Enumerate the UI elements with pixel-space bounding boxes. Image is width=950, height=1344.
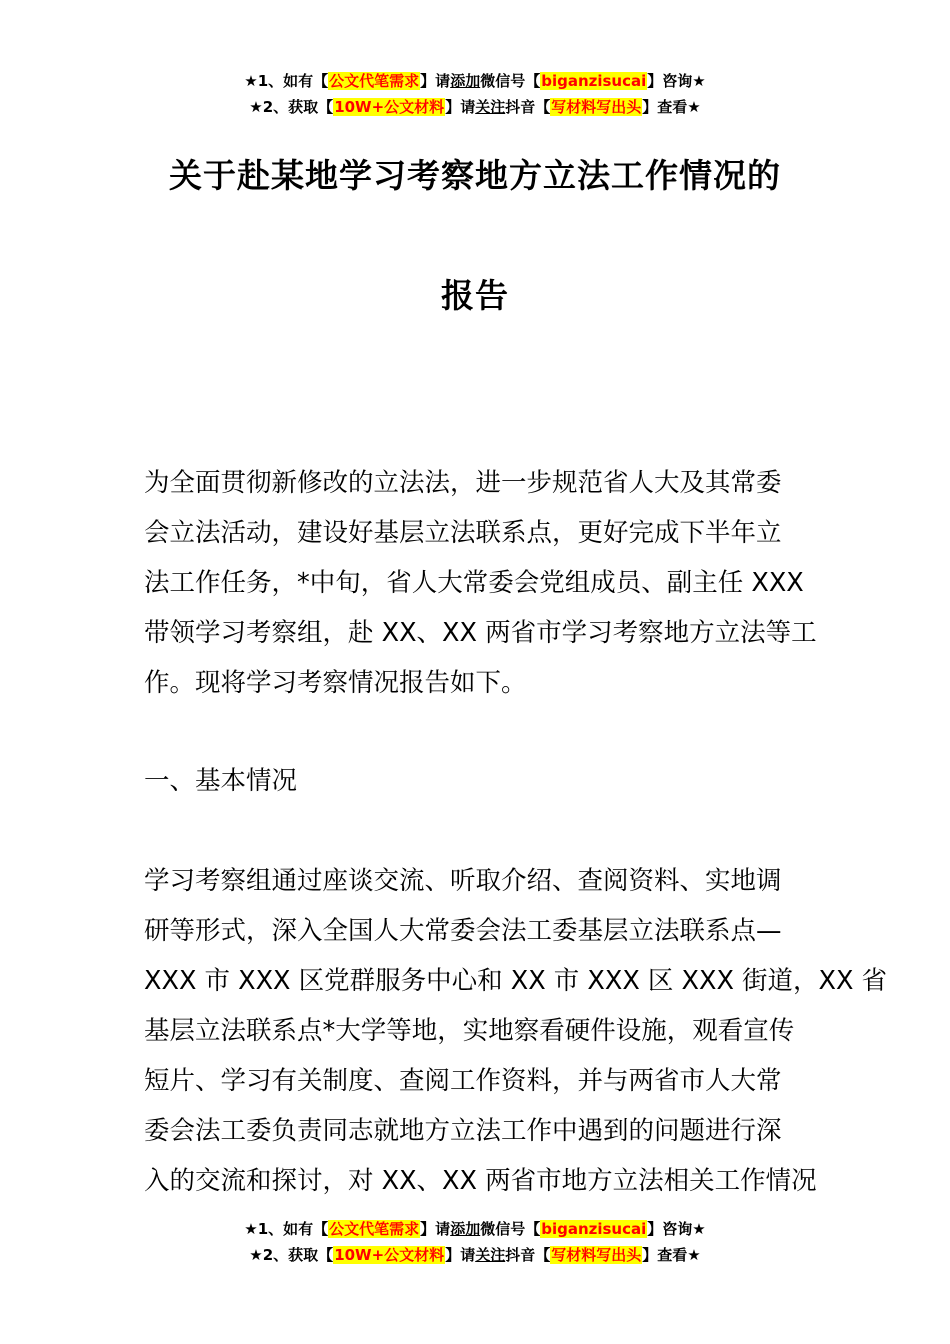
banner-text: 】查看★ [642,1246,701,1264]
banner-line-1 [0,68,950,94]
banner-douyin-id: 写材料写出头 [551,1246,642,1264]
paragraph-line: 学习考察组通过座谈交流、听取介绍、查阅资料、实地调 [144,866,782,896]
banner-text: 】请 [445,1246,476,1264]
paragraph-line: 会立法活动，建设好基层立法联系点，更好完成下半年立 [144,518,782,548]
banner-text: ★1、如有【 [244,1220,329,1238]
banner-text: ★1、如有【 [244,72,329,90]
banner-line-2 [0,1242,950,1268]
banner-line-1 [0,1216,950,1242]
banner-wechat-id: biganzisucai [541,72,647,90]
paragraph-line: 法工作任务，*中旬，省人大常委会党组成员、副主任 XXX [144,568,804,598]
banner-text: ★2、获取【 [249,1246,334,1264]
banner-underline: 添加 [450,72,481,90]
banner-douyin-id: 写材料写出头 [551,98,642,116]
paragraph-line: 作。现将学习考察情况报告如下。 [144,668,527,698]
paragraph-line: XXX 市 XXX 区党群服务中心和 XX 市 XXX 区 XXX 街道，XX 省 [144,966,888,996]
document-title-line-2: 报告 [441,276,509,315]
banner-underline: 关注 [475,98,506,116]
banner-text: 抖音【 [505,1246,551,1264]
banner-text: 】请 [420,72,451,90]
banner-wechat-id: biganzisucai [541,1220,647,1238]
paragraph-line: 为全面贯彻新修改的立法法，进一步规范省人大及其常委 [144,468,782,498]
banner-text: 抖音【 [505,98,551,116]
banner-text: ★2、获取【 [249,98,334,116]
section-heading-text: 一、基本情况 [144,766,298,796]
banner-text: 微信号【 [480,1220,541,1238]
banner-highlight: 10W+公文材料 [334,1246,445,1264]
paragraph-line: 短片、学习有关制度、查阅工作资料，并与两省市人大常 [144,1066,782,1096]
banner-text: 】请 [420,1220,451,1238]
basic-situation-paragraph [144,856,888,1206]
banner-underline: 添加 [450,1220,481,1238]
section-heading-basic-situation [144,756,809,806]
banner-line-2 [0,94,950,120]
banner-highlight: 10W+公文材料 [334,98,445,116]
intro-paragraph [144,458,817,708]
header-banner [0,68,950,120]
banner-text: 】查看★ [642,98,701,116]
banner-text: 微信号【 [480,72,541,90]
banner-text: 】咨询★ [647,72,706,90]
banner-highlight: 公文代笔需求 [329,1220,420,1238]
banner-text: 】请 [445,98,476,116]
paragraph-line: 入的交流和探讨，对 XX、XX 两省市地方立法相关工作情况 [144,1166,817,1196]
banner-text: 】咨询★ [647,1220,706,1238]
paragraph-line: 带领学习考察组，赴 XX、XX 两省市学习考察地方立法等工 [144,618,817,648]
document-title-line-1: 关于赴某地学习考察地方立法工作情况的 [169,156,781,195]
paragraph-line: 研等形式，深入全国人大常委会法工委基层立法联系点— [144,916,782,946]
banner-highlight: 公文代笔需求 [329,72,420,90]
footer-banner [0,1216,950,1268]
paragraph-line: 基层立法联系点*大学等地，实地察看硬件设施，观看宣传 [144,1016,795,1046]
paragraph-line: 委会法工委负责同志就地方立法工作中遇到的问题进行深 [144,1116,782,1146]
banner-underline: 关注 [475,1246,506,1264]
